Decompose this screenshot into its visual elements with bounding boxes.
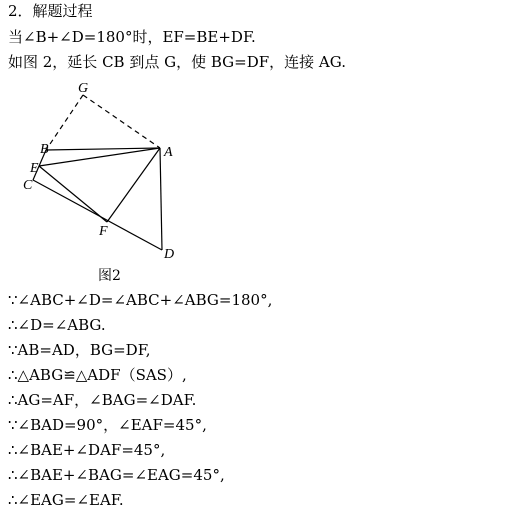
label-B: B (40, 142, 49, 157)
proof-line-6: ∵∠BAD=90°，∠EAF=45°, (8, 416, 207, 434)
label-G: G (78, 81, 89, 96)
proof-line-2: ∴∠D=∠ABG. (8, 316, 106, 334)
label-D: D (164, 247, 175, 262)
intro-line-2: 如图 2，延长 CB 到点 G，使 BG=DF，连接 AG. (8, 53, 346, 71)
label-E: E (30, 161, 39, 176)
proof-line-1: ∵∠ABC+∠D=∠ABC+∠ABG=180°, (8, 291, 273, 309)
segment-CD (33, 180, 162, 250)
intro-line-1: 当∠B+∠D=180°时，EF=BE+DF. (8, 28, 256, 46)
segment-AD (160, 148, 162, 250)
proof-line-9: ∴∠EAG=∠EAF. (8, 491, 124, 509)
proof-line-8: ∴∠BAE+∠BAG=∠EAG=45°, (8, 466, 225, 484)
label-C: C (23, 178, 33, 193)
segment-EF (39, 166, 107, 222)
segment-GA (83, 95, 160, 148)
section-heading: 2．解题过程 (8, 2, 93, 20)
segment-EA (39, 148, 160, 166)
segment-BA (46, 148, 160, 150)
proof-line-3: ∵AB=AD，BG=DF, (8, 341, 151, 359)
segment-AF (107, 148, 160, 222)
proof-line-7: ∴∠BAE+∠DAF=45°, (8, 441, 166, 459)
figure-caption: 图2 (98, 268, 121, 284)
proof-line-5: ∴AG=AF，∠BAG=∠DAF. (8, 391, 197, 409)
label-F: F (99, 224, 108, 239)
segment-GB (46, 95, 83, 150)
proof-line-4: ∴△ABG≌△ADF（SAS）, (8, 366, 187, 384)
label-A: A (164, 145, 173, 160)
